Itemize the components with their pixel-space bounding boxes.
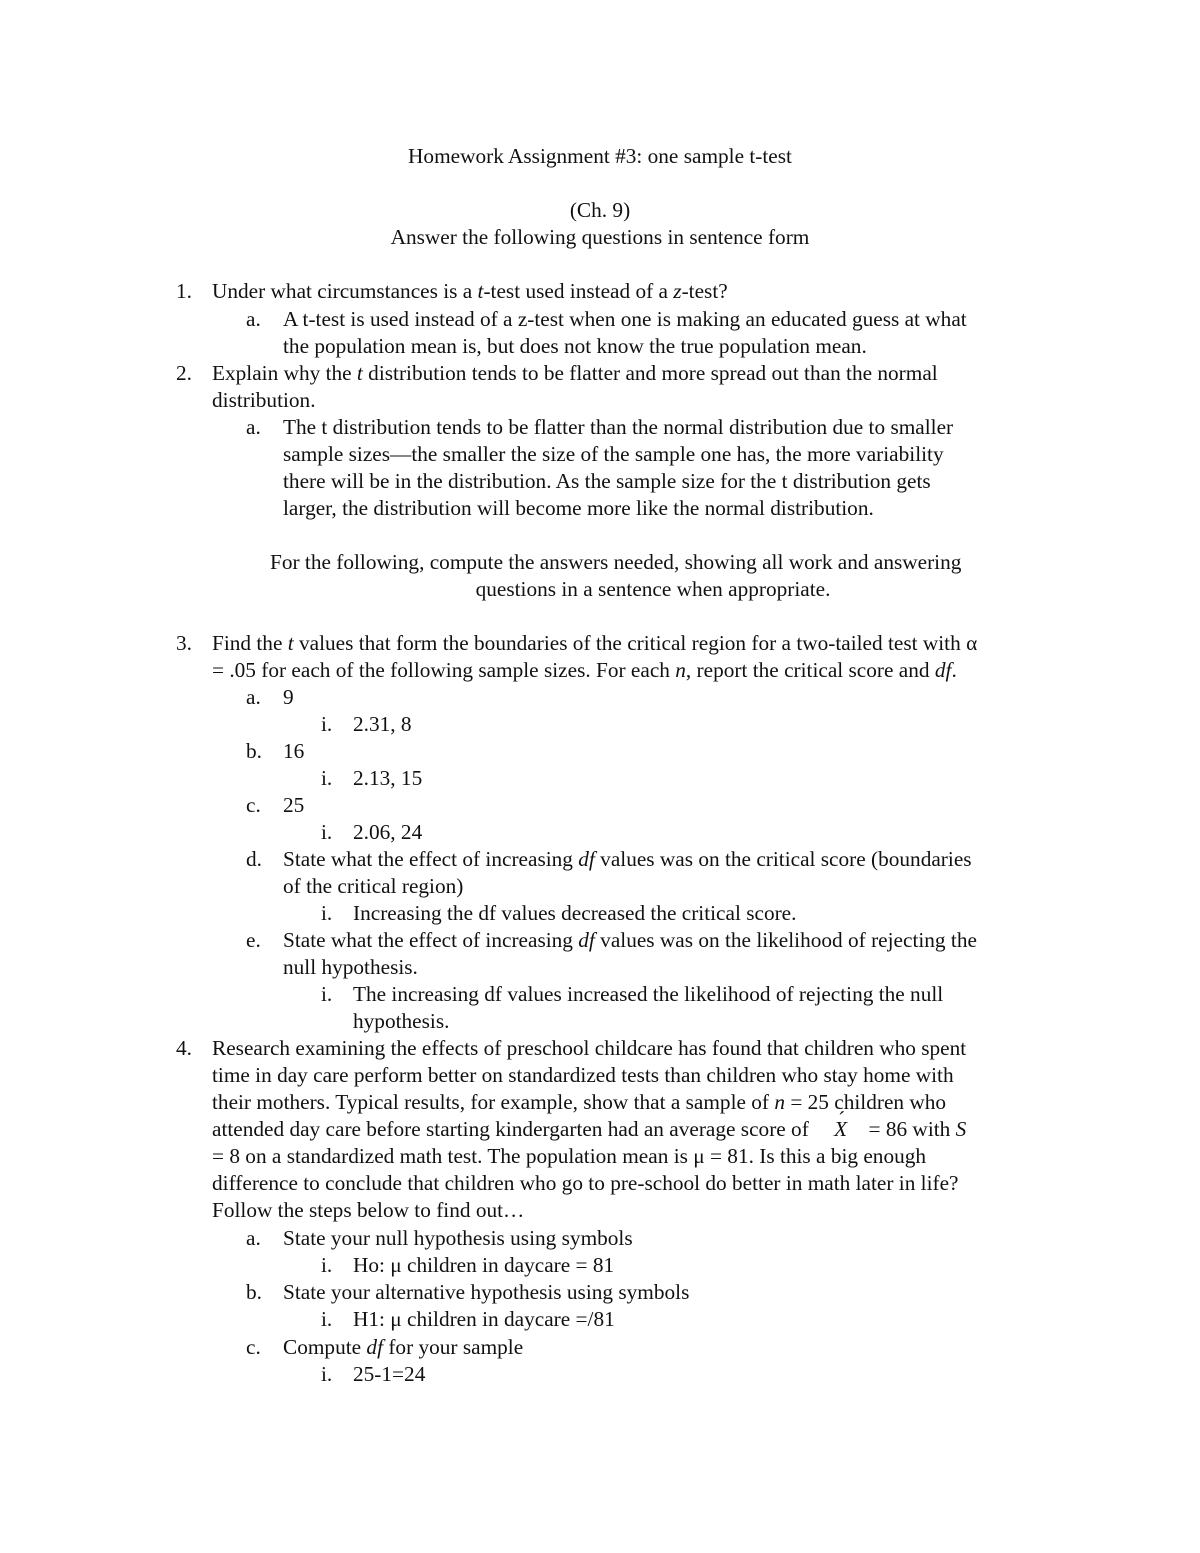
question-number: 1. xyxy=(176,279,192,303)
answer-label: i. xyxy=(321,1253,333,1277)
item-text: State what the effect of increasing df values was on the critical score (boundaries xyxy=(283,847,972,871)
item-label: b. xyxy=(246,739,262,763)
section-instruction: questions in a sentence when appropriate. xyxy=(475,577,831,601)
item-text: of the critical region) xyxy=(283,874,464,898)
instruction-text: Answer the following questions in sentence form xyxy=(390,225,810,249)
item-label: a. xyxy=(246,1226,261,1250)
item-label: e. xyxy=(246,928,261,952)
document-title: Homework Assignment #3: one sample t-test xyxy=(408,144,792,168)
answer-line: sample sizes—the smaller the size of the sample one has, the more variability xyxy=(283,442,944,466)
question-3-text: Find the t values that form the boundaries of the critical region for a two-tailed test with α xyxy=(212,631,978,655)
chapter-label: (Ch. 9) xyxy=(569,198,631,222)
answer-label: i. xyxy=(321,1362,333,1386)
answer-line: the population mean is, but does not know the true population mean. xyxy=(283,334,867,358)
answer-line: 2.13, 15 xyxy=(353,766,423,790)
item-text: 9 xyxy=(283,685,294,709)
answer-label: i. xyxy=(321,1307,333,1331)
question-4-text: attended day care before starting kindergarten had an average score of ´ X = 86 with S xyxy=(212,1116,966,1143)
item-text: 25 xyxy=(283,793,305,817)
answer-label: i. xyxy=(321,820,333,844)
answer-label: a. xyxy=(246,415,261,439)
answer-label: i. xyxy=(321,712,333,736)
item-label: c. xyxy=(246,1335,261,1359)
answer-line: there will be in the distribution. As the sample size for the t distribution gets xyxy=(283,469,931,493)
answer-line: 25-1=24 xyxy=(353,1362,426,1386)
x-bar-symbol: ´ X xyxy=(834,1116,847,1143)
question-4-text: time in day care perform better on standardized tests than children who stay home with xyxy=(212,1063,954,1087)
answer-line: The increasing df values increased the likelihood of rejecting the null xyxy=(353,982,944,1006)
answer-label: i. xyxy=(321,982,333,1006)
item-text: State your alternative hypothesis using symbols xyxy=(283,1280,690,1304)
section-instruction: For the following, compute the answers needed, showing all work and answering xyxy=(270,550,962,574)
question-number: 2. xyxy=(176,361,192,385)
question-2-text: distribution. xyxy=(212,388,316,412)
item-label: d. xyxy=(246,847,262,871)
answer-label: a. xyxy=(246,307,261,331)
question-4-text: Follow the steps below to find out… xyxy=(212,1198,525,1222)
question-4-text: difference to conclude that children who go to pre-school do better in math later in life? xyxy=(212,1171,959,1195)
question-1-text: Under what circumstances is a t-test used instead of a z-test? xyxy=(212,279,728,303)
answer-line: larger, the distribution will become more like the normal distribution. xyxy=(283,496,874,520)
item-text: Compute df for your sample xyxy=(283,1335,524,1359)
answer-line: A t-test is used instead of a z-test when one is making an educated guess at what xyxy=(283,307,967,331)
question-4-text: = 8 on a standardized math test. The population mean is μ = 81. Is this a big enough xyxy=(212,1144,927,1168)
answer-line: Ho: μ children in daycare = 81 xyxy=(353,1253,615,1277)
question-2-text: Explain why the t distribution tends to be flatter and more spread out than the normal xyxy=(212,361,938,385)
item-label: a. xyxy=(246,685,261,709)
answer-line: hypothesis. xyxy=(353,1009,450,1033)
question-4-text: their mothers. Typical results, for example, show that a sample of n = 25 children who xyxy=(212,1090,947,1114)
answer-line: The t distribution tends to be flatter than the normal distribution due to smaller xyxy=(283,415,954,439)
item-text: null hypothesis. xyxy=(283,955,418,979)
question-number: 3. xyxy=(176,631,192,655)
answer-line: Increasing the df values decreased the critical score. xyxy=(353,901,797,925)
answer-label: i. xyxy=(321,766,333,790)
answer-line: 2.31, 8 xyxy=(353,712,412,736)
answer-line: 2.06, 24 xyxy=(353,820,423,844)
item-label: c. xyxy=(246,793,261,817)
question-3-text: = .05 for each of the following sample sizes. For each n, report the critical score and df. xyxy=(212,658,957,682)
question-number: 4. xyxy=(176,1036,192,1060)
item-text: State your null hypothesis using symbols xyxy=(283,1226,633,1250)
item-text: State what the effect of increasing df values was on the likelihood of rejecting the xyxy=(283,928,977,952)
question-4-text: Research examining the effects of preschool childcare has found that children who spent xyxy=(212,1036,967,1060)
answer-line: H1: μ children in daycare =/81 xyxy=(353,1307,615,1331)
item-label: b. xyxy=(246,1280,262,1304)
item-text: 16 xyxy=(283,739,305,763)
answer-label: i. xyxy=(321,901,333,925)
